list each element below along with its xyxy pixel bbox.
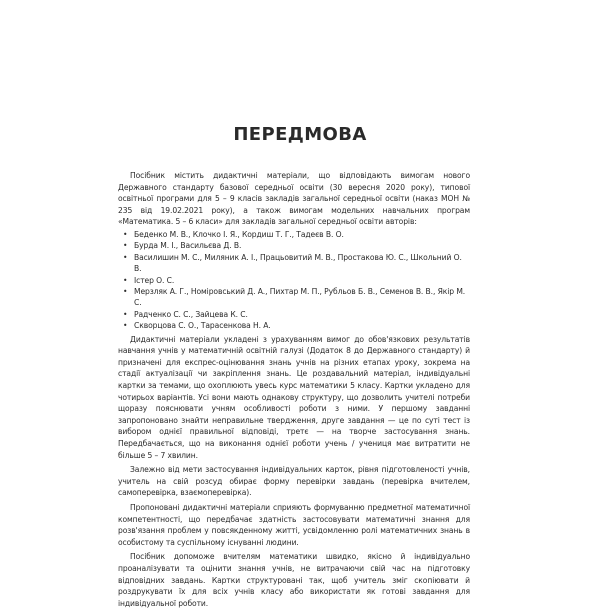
body-paragraph: Залежно від мети застосування індивідуальних карток, рівня підготовленості учнів, учитель на свій розсуд обирає форму перевірки завдань (перевірка вчителем, самоперевірка, взаємоперевірка).	[118, 465, 470, 498]
page-content	[118, 170, 470, 609]
author-list-item: • Беденко М. В., Клочко І. Я., Кордиш Т. Г., Тадеєв В. О.	[118, 229, 470, 240]
author-list-item: • Мерзляк А. Г., Номіровський Д. А., Пихтар М. П., Рубльов Б. В., Семенов В. В., Якір М. С.	[118, 286, 470, 309]
intro-paragraph: Посібник містить дидактичні матеріали, що відповідають вимогам нового Державного стандарту базової середньої освіти (30 вересня 2020 року), типової освітньої програми для 5 – 9 класів закладів загальної середньої освіти (наказ МОН № 235 від 19.02.2021 року), а також вимогам модельних навчальних програм «Математика. 5 – 6 класи» для закладів загальної середньої освіти авторів:	[118, 171, 470, 227]
body-paragraph: Дидактичні матеріали укладені з урахуванням вимог до обов'язкових результатів навчання учнів у математичній освітній галузі (Додаток 8 до Державного стандарту) й призначені для експрес-оцінювання знань учнів на різних етапах уроку, зокрема на стадії актуалізації чи закріплення знань. Це роздавальний матеріал, індивідуальні картки за темами, що охоплюють увесь курс математики 5 класу. Картки укладено для чотирьох варіантів. Усі вони мають однакову структуру, що дозволить учителі потреби щоразу пояснювати учням особливості роботи з ними. У першому завданні запропоновано знайти неправильне твердження, друге завдання — це по суті тест із вибором однієї правильної відповіді, третє — на творче застосування знань. Передбачається, що на виконання однієї роботи учень / учениця має витратити не більше 5 – 7 хвилин.	[118, 334, 470, 460]
body-paragraph: Пропоновані дидактичні матеріали сприяють формуванню предметної математичної компетентності, що передбачає здатність застосовувати математичні знання для розв'язання проблем у повсякденному житті, усвідомленню ролі математичних знань в особистому та суспільному існуванні людини.	[118, 502, 470, 547]
author-list-item: • Бурда М. І., Васильєва Д. В.	[118, 240, 470, 251]
authors-list	[118, 229, 470, 332]
author-list-item: • Істер О. С.	[118, 275, 470, 286]
page-title: ПЕРЕДМОВА	[233, 124, 367, 145]
author-list-item: • Скворцова С. О., Тарасенкова Н. А.	[118, 320, 470, 331]
author-list-item: • Василишин М. С., Миляник А. І., Працьовитий М. В., Простакова Ю. С., Школьний О. В.	[118, 252, 470, 275]
body-paragraph: Посібник допоможе вчителям математики швидко, якісно й індивідуально проаналізувати та оцінити знання учнів, не витрачаючи свій час на підготовку відповідних завдань. Картки структуровані так, щоб учитель зміг скопіювати й роздрукувати їх для всіх учнів класу або використати як готові завдання для індивідуальної роботи.	[118, 552, 470, 608]
author-list-item: • Радченко С. С., Зайцева К. С.	[118, 309, 470, 320]
